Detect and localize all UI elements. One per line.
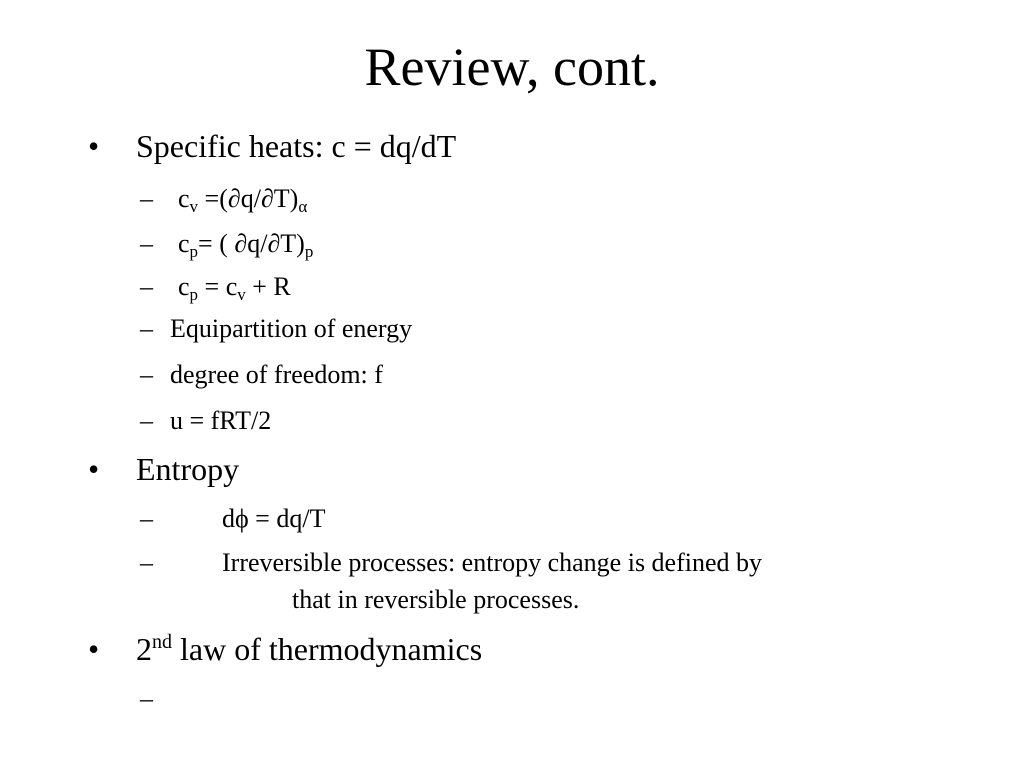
bullet-marker: • [88, 451, 100, 487]
bullet-text: 2nd law of thermodynamics [136, 631, 483, 667]
dash-marker: – [140, 504, 153, 533]
subitem-text: dϕ = dq/T [222, 504, 326, 533]
bullet-text: Specific heats: c = dq/dT [136, 128, 457, 164]
bullet-marker: • [88, 128, 100, 164]
dash-marker: – [140, 272, 153, 301]
bullet-text: Entropy [136, 451, 240, 487]
subitem-text: Equipartition of energy [170, 314, 413, 343]
dash-marker: – [140, 184, 153, 213]
dash-marker: – [140, 548, 153, 577]
dash-marker: – [140, 314, 153, 343]
subitem-text: $c_p = c_v + R$ [178, 272, 291, 304]
subitem-continuation: that in reversible processes. [292, 585, 580, 614]
slide-title: Review, cont. [364, 37, 660, 97]
subitem-text: u = fRT/2 [170, 406, 272, 435]
subitem-text: $c_v =(\partial q/\partial T)_\alpha$ [178, 184, 308, 216]
subitem-text: Irreversible processes: entropy change is defined by [222, 548, 763, 577]
dash-marker: – [140, 684, 153, 713]
bullet-marker: • [88, 631, 100, 667]
dash-marker: – [140, 229, 153, 258]
dash-marker: – [140, 406, 153, 435]
dash-marker: – [140, 360, 153, 389]
subitem-text: $c_p=$ ( $\partial q/\partial T)_p$ [178, 229, 314, 261]
subitem-text: degree of freedom: f [170, 360, 383, 389]
